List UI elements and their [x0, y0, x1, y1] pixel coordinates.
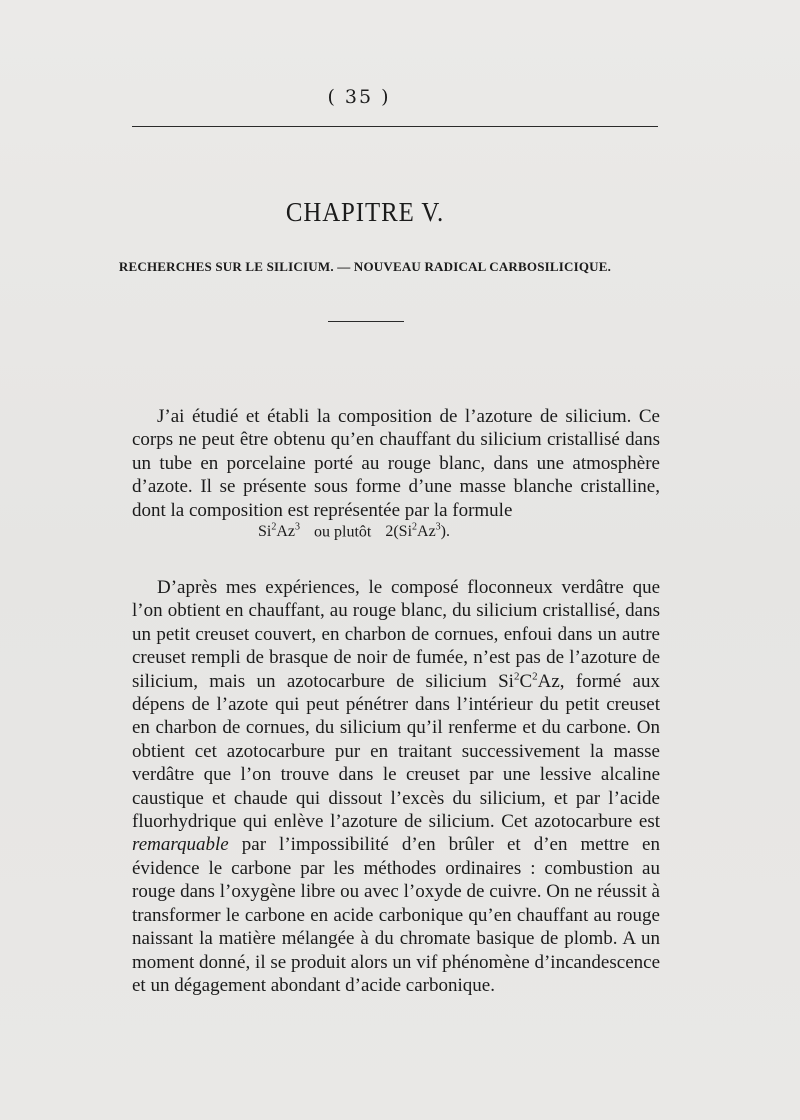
- section-divider: [328, 321, 404, 322]
- formula-line: [258, 522, 450, 541]
- emphasis-remarquable: remarquable: [132, 834, 229, 856]
- header-rule: [132, 126, 658, 127]
- formula-first: Si$^2$Az$^3$: [258, 522, 300, 541]
- chapter-subtitle: RECHERCHES SUR LE SILICIUM. — NOUVEAU RADICAL CARBOSILICIQUE.: [118, 259, 612, 274]
- chapter-title: CHAPITRE V.: [285, 197, 445, 227]
- page-number: ( 35 ): [327, 86, 391, 108]
- inline-formula: $Si^2C^2Az$: [498, 670, 560, 692]
- paragraph-azotocarbure: D’après mes expériences, le composé floconneux verdâtre que l’on obtient en chauffant, au rouge blanc, du silicium cristallisé, dans un petit creuset couvert, en charbon de cornues, enfoui dans un autre creuset rempli de brasque de noir de fumée, n’est pas de l’azoture de silicium, mais un azotocarbure de silicium $Si^2C^2Az$, formé aux dépens de l’azote qui peut pénétrer dans l’intérieur du petit creuset en charbon de cornues, du silicium qu’il renferme et du carbone. On obtient cet azotocarbure pur en traitant successivement la masse verdâtre que l’on trouve dans le creuset par une lessive alcaline caustique et chaude qui dissout l’excès du silicium, et par l’acide fluorhydrique qui enlève l’azoture de silicium. Cet azotocarbure est remarquable par l’impossibilité d’en brûler et d’en mettre en évidence le carbone par les méthodes ordinaires : combustion au rouge dans l’oxygène libre ou avec l’oxyde de cuivre. On ne réussit à transformer le carbone en acide carbonique qu’en chauffant au rouge naissant la matière mélangée à du chromate basique de plomb. A un moment donné, il se produit alors un vif phénomène d’incandescence et un dégagement abondant d’acide carbonique.: [132, 577, 660, 996]
- formula-second: 2(Si$^2$Az$^3$).: [385, 522, 450, 541]
- paragraph-azoture: J’ai étudié et établi la composition de l’azoture de silicium. Ce corps ne peut être obtenu qu’en chauffant du silicium cristallisé dans un tube en porcelaine porté au rouge blanc, dans une atmosphère d’azote. Il se présente sous forme d’une masse blanche cristalline, dont la composition est représentée par la formule: [132, 406, 660, 521]
- formula-connector: ou plutôt: [314, 523, 372, 541]
